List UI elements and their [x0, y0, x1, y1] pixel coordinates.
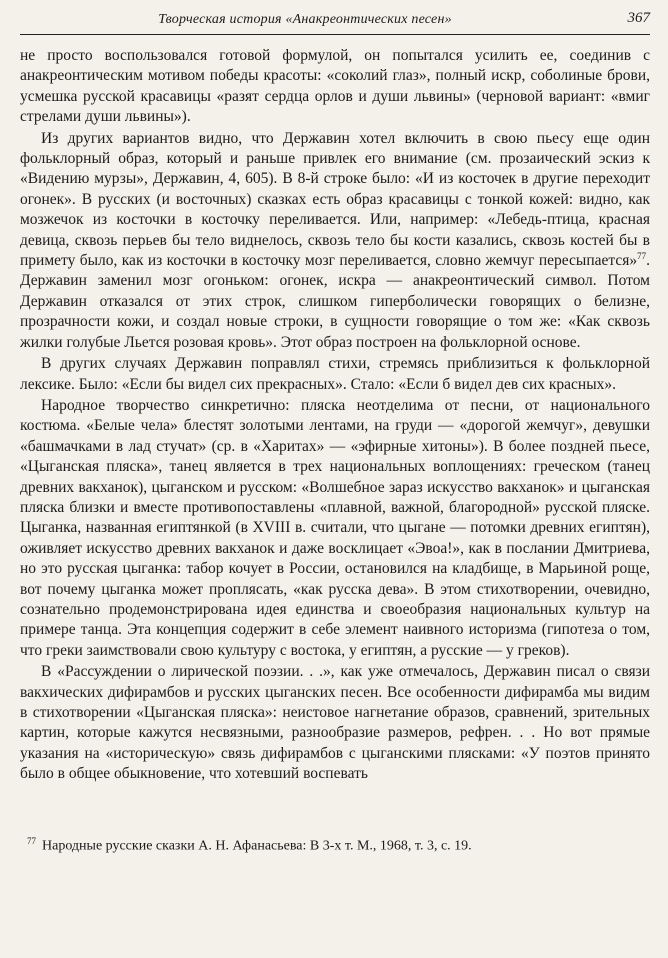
- paragraph-4: Народное творчество синкретично: пляска неотделима от песни, от национального костюма. «Белые чела» блестят золотыми лентами, на груди — «дорогой жемчуг», девушки «башмачками в лад стучат» (ср. в «Харитах» — «эфирные хитоны»). В более поздней пьесе, «Цыганская пляска», танец является в трех национальных воплощениях: греческом (танец древних вакханок), цыганском и русском: «Волшебное зараз искусство вакханок» и цыганская пляска близки и вместе противопоставлены «плавной, важной, благородной» русской пляске. Цыганка, названная египтянкой (в XVIII в. считали, что цыгане — потомки древних египтян), оживляет искусство древних вакханок и даже восклицает «Эвоа!», как в послании Дмитриева, но это русская цыганка: табор кочует в России, остановился на кладбище, в Марьиной роще, вот почему цыганка может проплясать, «как русска дева». В этом стихотворении, очевидно, сознательно продемонстрирована идея единства и своеобразия национальных культур на примере танца. Эта концепция содержит в себе элемент наивного историзма (гипотеза о том, что греки заимствовали свою культуру с востока, у египтян, а русские — у греков).: [20, 396, 650, 659]
- running-head: Творческая история «Анакреонтических песен»: [158, 12, 452, 27]
- body-text: [20, 46, 650, 786]
- footnote-reference: 77: [637, 250, 647, 261]
- page-number: 367: [627, 10, 650, 26]
- paragraph-2: [20, 129, 650, 353]
- footnote-mark: 77: [27, 836, 36, 846]
- footnote: [27, 832, 647, 856]
- footnote-text: Народные русские сказки А. Н. Афанасьева: В 3-х т. М., 1968, т. 3, с. 19.: [42, 838, 472, 854]
- paragraph-2-text-before: Из других вариантов видно, что Державин хотел включить в свою пьесу еще один фольклорный образ, который и раньше привлек его внимание (см. прозаический эскиз к «Видению мурзы», Державин, 4, 605). В 8-й строке было: «И из косточек в другие переходит огонек». В русских (и восточных) сказках есть образ красавицы с тонкой кожей: видно, как мозжечок из косточки в косточку переливается. Или, например: «Лебедь-птица, красная девица, сквозь перьев бы тело виднелось, сквозь тело бы кости казались, сквозь костей бы в примету было, как из косточки в косточку мозг переливается, словно жемчуг пересыпается»: [20, 129, 650, 270]
- paragraph-3: В других случаях Державин поправлял стихи, стремясь приблизиться к фольклорной лексике. Было: «Если бы видел сих прекрасных». Стало: «Если б видел дев сих красных».: [20, 355, 650, 393]
- paragraph-1: не просто воспользовался готовой формулой, он попытался усилить ее, соединив с анакреонтическим мотивом победы красоты: «соколий глаз», полный искр, соболиные брови, усмешка русской красавицы «разят сердца орлов и души львины» (черновой вариант: «вмиг стрелами души львины»).: [20, 47, 650, 126]
- paragraph-2-text-after: . Державин заменил мозг огоньком: огонек, искра — анакреонтический символ. Потом Державин отказался от этих строк, слишком гиперболически говорящих о белизне, прозрачности кожи, и создал новые строки, в сущности говорящие о том же: «Как сквозь жилки голубые Льется розовая кровь». Этот образ построен на фольклорной основе.: [20, 252, 650, 351]
- paragraph-5: В «Рассуждении о лирической поэзии. . .», как уже отмечалось, Державин писал о связи вакхических дифирамбов и русских цыганских песен. Все особенности дифирамба мы видим в стихотворении «Цыганская пляска»: неистовое нагнетание образов, сравнений, зрительных картин, которые кажутся несвязными, разнообразие размеров, рефрен. . . Но вот прямые указания на «историческую» связь дифирамбов с цыганскими плясками: «У поэтов принято было в общее обыкновение, что хотевший воспевать: [20, 663, 650, 783]
- page-header: [20, 8, 650, 35]
